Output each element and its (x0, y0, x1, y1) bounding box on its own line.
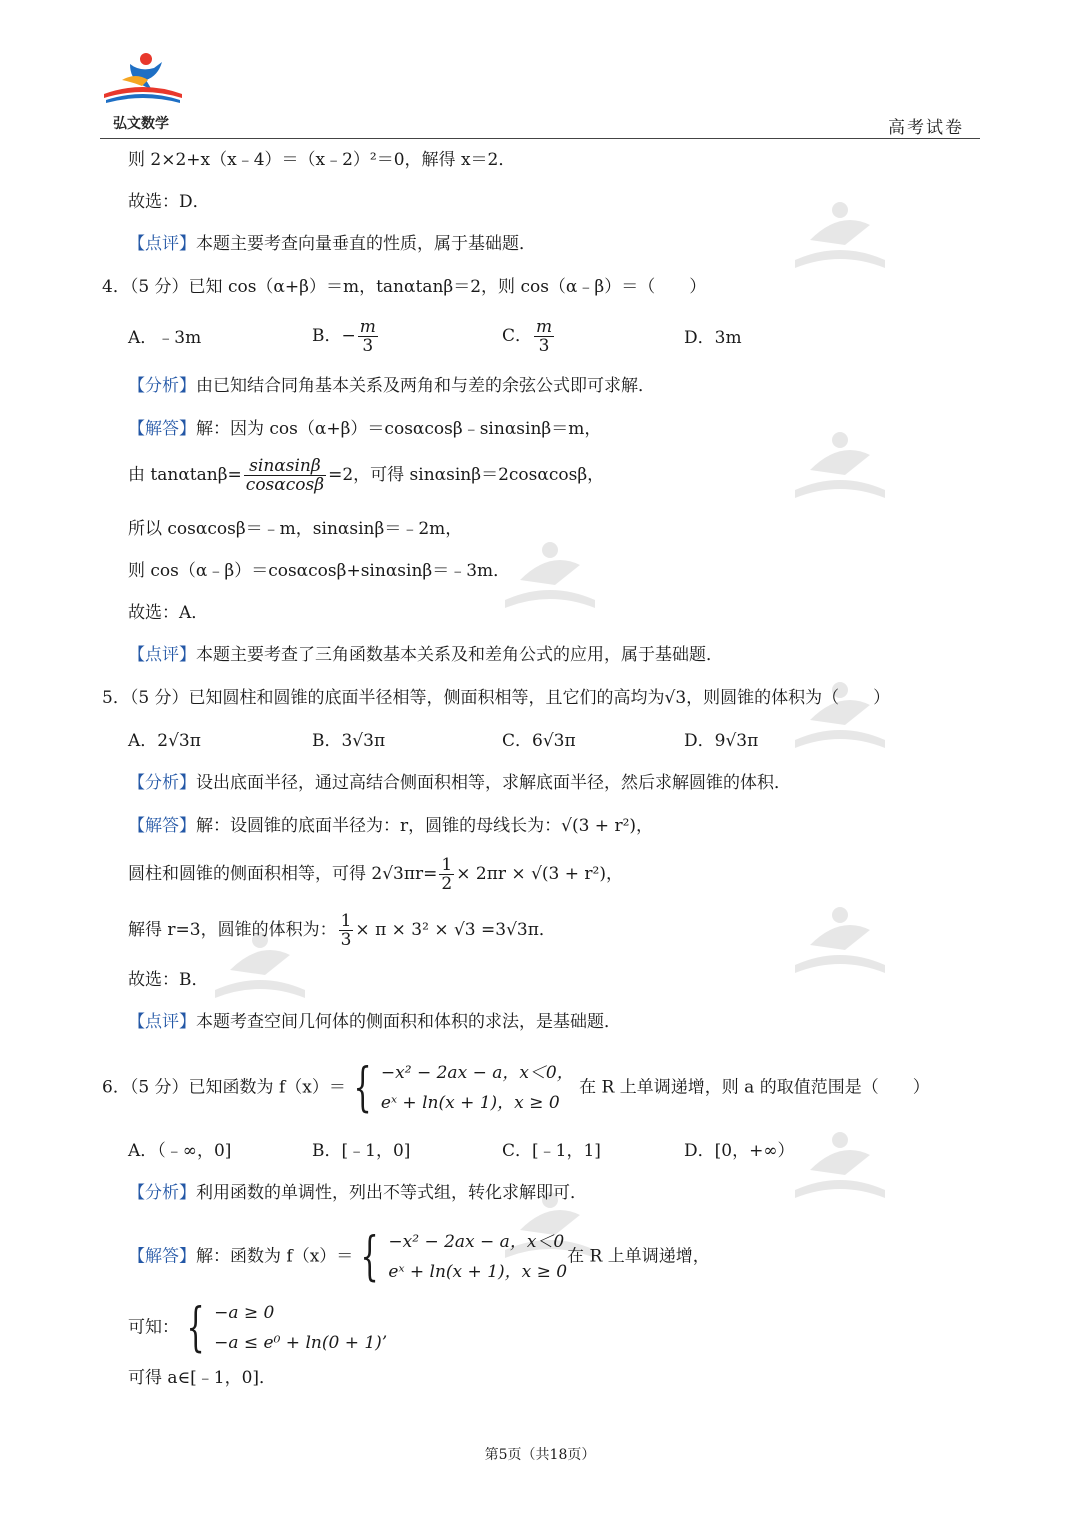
watermark-logo-icon (790, 430, 890, 510)
comment-line: 【点评】本题主要考查向量垂直的性质，属于基础题． (128, 234, 536, 254)
question-5: 5．（5 分）已知圆柱和圆锥的底面半径相等，侧面积相等，且它们的高均为√3，则圆锥的体积为（ ） (102, 688, 891, 708)
q4-option-c: C． $\frac{m}{3}$ (502, 317, 553, 356)
watermark-logo-icon (790, 200, 890, 280)
q4-option-d: D．3m (684, 328, 742, 348)
tag-fenxi: 【分析】 (128, 1183, 196, 1203)
tag-jieda: 【解答】 (128, 1246, 196, 1267)
text-line: 可知： { −a ≥ 0 −a ≤ e⁰ + ln(0 + 1)’ (128, 1298, 388, 1358)
text-line: 由 tanαtanβ= $\frac{\sin\alpha\sin\beta}{\cos\alpha\cos\beta}$ =2，可得 sinαsinβ＝2cosαcosβ， (128, 456, 605, 495)
q5-option-b: B．3√3π (312, 731, 386, 751)
q6-option-c: C．[﹣1，1] (502, 1141, 601, 1161)
q5-option-a: A．2√3π (128, 731, 201, 751)
answer-line: 【解答】解：因为 cos（α+β）＝cosαcosβ﹣sinαsinβ＝m， (128, 419, 602, 439)
tag-dianping: 【点评】 (128, 645, 196, 665)
watermark-logo-icon (790, 1130, 890, 1210)
text-line: 故选：D． (128, 192, 210, 212)
q4-option-b: B．− $\frac{m}{3}$ (312, 317, 376, 356)
logo-text: 弘文数学 (113, 116, 169, 132)
q6-option-b: B．[﹣1，0] (312, 1141, 411, 1161)
answer-line: 【解答】解：函数为 f（x）＝ { −x² − 2ax − a，x＜0 eˣ + ln(x + 1)，x ≥ 0 在 R 上单调递增， (128, 1227, 710, 1287)
text-line: 故选：B． (128, 970, 209, 990)
q6-option-a: A．（﹣∞，0] (128, 1141, 232, 1161)
hongwen-logo-icon (100, 50, 186, 110)
analysis-line: 【分析】设出底面半径，通过高结合侧面积相等，求解底面半径，然后求解圆锥的体积． (128, 773, 791, 793)
text-line: 圆柱和圆锥的侧面积相等，可得 2√3πr= $\frac{1}{2}$ × 2πr × √(3 + r²)， (128, 855, 623, 894)
header-divider (100, 138, 980, 139)
question-6: 6．（5 分）已知函数为 f（x）＝ { −x² − 2ax − a，x＜0， eˣ + ln(x + 1)，x ≥ 0 在 R 上单调递增，则 a 的取值范围是（ ） (102, 1058, 930, 1118)
page-footer: 第5页（共18页） (484, 1447, 596, 1463)
tag-dianping: 【点评】 (128, 234, 196, 254)
comment-line: 【点评】本题考查空间几何体的侧面积和体积的求法，是基础题． (128, 1012, 621, 1032)
analysis-line: 【分析】利用函数的单调性，列出不等式组，转化求解即可． (128, 1183, 587, 1203)
text-line: 故选：A． (128, 603, 209, 623)
q6-option-d: D．[0，+∞） (684, 1141, 795, 1161)
q5-option-c: C．6√3π (502, 731, 576, 751)
answer-line: 【解答】解：设圆锥的底面半径为：r，圆锥的母线长为：√(3 + r²)， (128, 816, 654, 836)
q5-option-d: D．9√3π (684, 731, 759, 751)
tag-dianping: 【点评】 (128, 1012, 196, 1032)
watermark-logo-icon (500, 540, 600, 620)
text-line: 则 cos（α﹣β）＝cosαcosβ+sinαsinβ＝﹣3m． (128, 561, 511, 581)
text-line: 所以 cosαcosβ＝﹣m，sinαsinβ＝﹣2m， (128, 519, 463, 539)
header-title: 高考试卷 (888, 118, 964, 138)
analysis-line: 【分析】由已知结合同角基本关系及两角和与差的余弦公式即可求解． (128, 376, 655, 396)
tag-fenxi: 【分析】 (128, 376, 196, 396)
watermark-logo-icon (790, 905, 890, 985)
q4-option-a: A．﹣3m (128, 328, 202, 348)
text-line: 解得 r=3，圆锥的体积为： $\frac{1}{3}$ × π × 3² × √3 =3√3π． (128, 911, 556, 950)
text-line: 可得 a∈[﹣1，0]． (128, 1368, 277, 1388)
tag-jieda: 【解答】 (128, 419, 196, 439)
tag-jieda: 【解答】 (128, 816, 196, 836)
question-4: 4．（5 分）已知 cos（α+β）＝m，tanαtanβ＝2，则 cos（α﹣β）＝（ ） (102, 277, 707, 297)
comment-line: 【点评】本题主要考查了三角函数基本关系及和差角公式的应用，属于基础题． (128, 645, 723, 665)
tag-fenxi: 【分析】 (128, 773, 196, 793)
text-line: 则 2×2+x（x﹣4）＝（x﹣2）²＝0，解得 x＝2． (128, 150, 516, 170)
